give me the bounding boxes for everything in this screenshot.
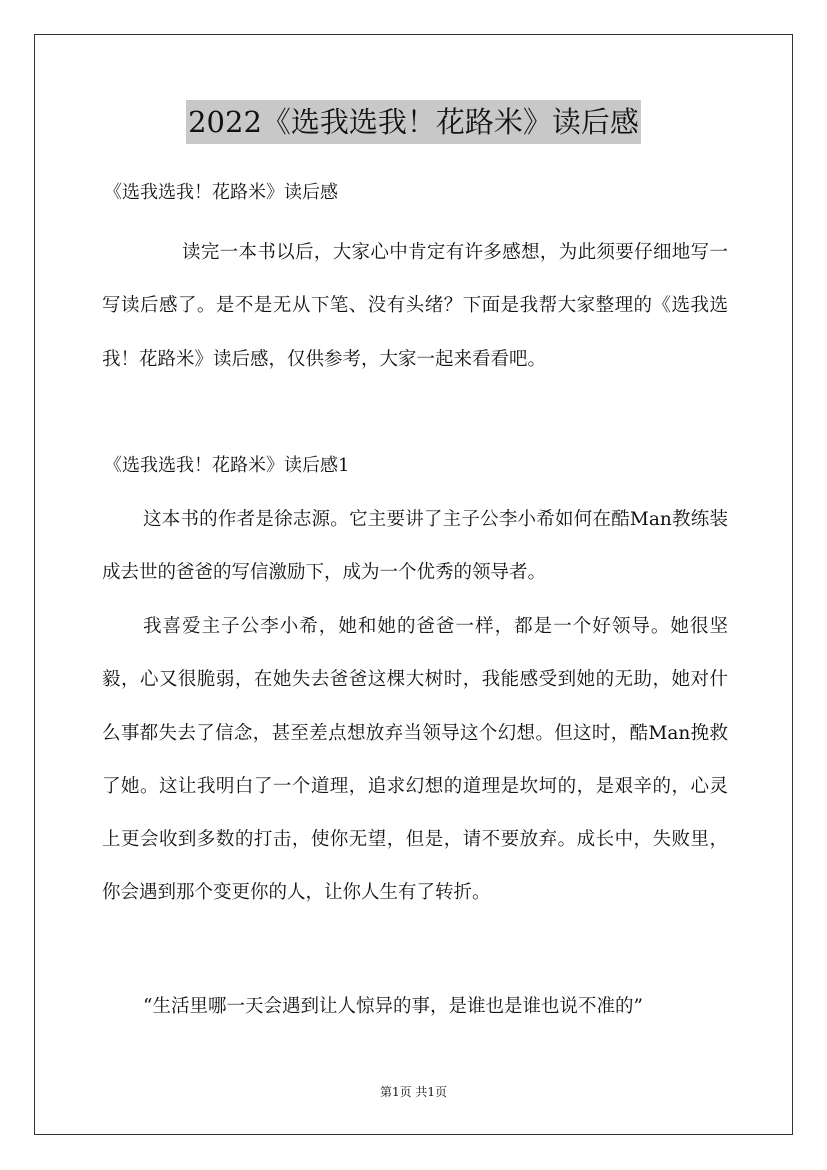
title-wrap <box>0 100 827 144</box>
section-heading: 《选我选我！花路米》读后感1 <box>104 455 350 476</box>
body-paragraph-3: “生活里哪一天会遇到让人惊异的事，是谁也是谁也说不准的” <box>143 996 643 1017</box>
document-subtitle: 《选我选我！花路米》读后感 <box>104 182 338 203</box>
document-title: 2022《选我选我！花路米》读后感 <box>186 100 641 144</box>
page-footer: 第1页 共1页 <box>379 1085 448 1099</box>
intro-paragraph: 读完一本书以后，大家心中肯定有许多感想，为此须要仔细地写一写读后感了。是不是无从下笔、没有头绪？下面是我帮大家整理的《选我选我！花路米》读后感，仅供参考，大家一起来看看吧。 <box>102 242 728 370</box>
body-paragraph-1: 这本书的作者是徐志源。它主要讲了主子公李小希如何在酷Man教练装成去世的爸爸的写信激励下，成为一个优秀的领导者。 <box>102 509 728 584</box>
body-paragraph-2: 我喜爱主子公李小希，她和她的爸爸一样，都是一个好领导。她很坚毅，心又很脆弱，在她失去爸爸这棵大树时，我能感受到她的无助，她对什么事都失去了信念，甚至差点想放弃当领导这个幻想。但这时，酷Man挽救了她。这让我明白了一个道理，追求幻想的道理是坎坷的，是艰辛的，心灵上更会收到多数的打击，使你无望，但是，请不要放弃。成长中，失败里，你会遇到那个变更你的人，让你人生有了转折。 <box>102 616 728 904</box>
